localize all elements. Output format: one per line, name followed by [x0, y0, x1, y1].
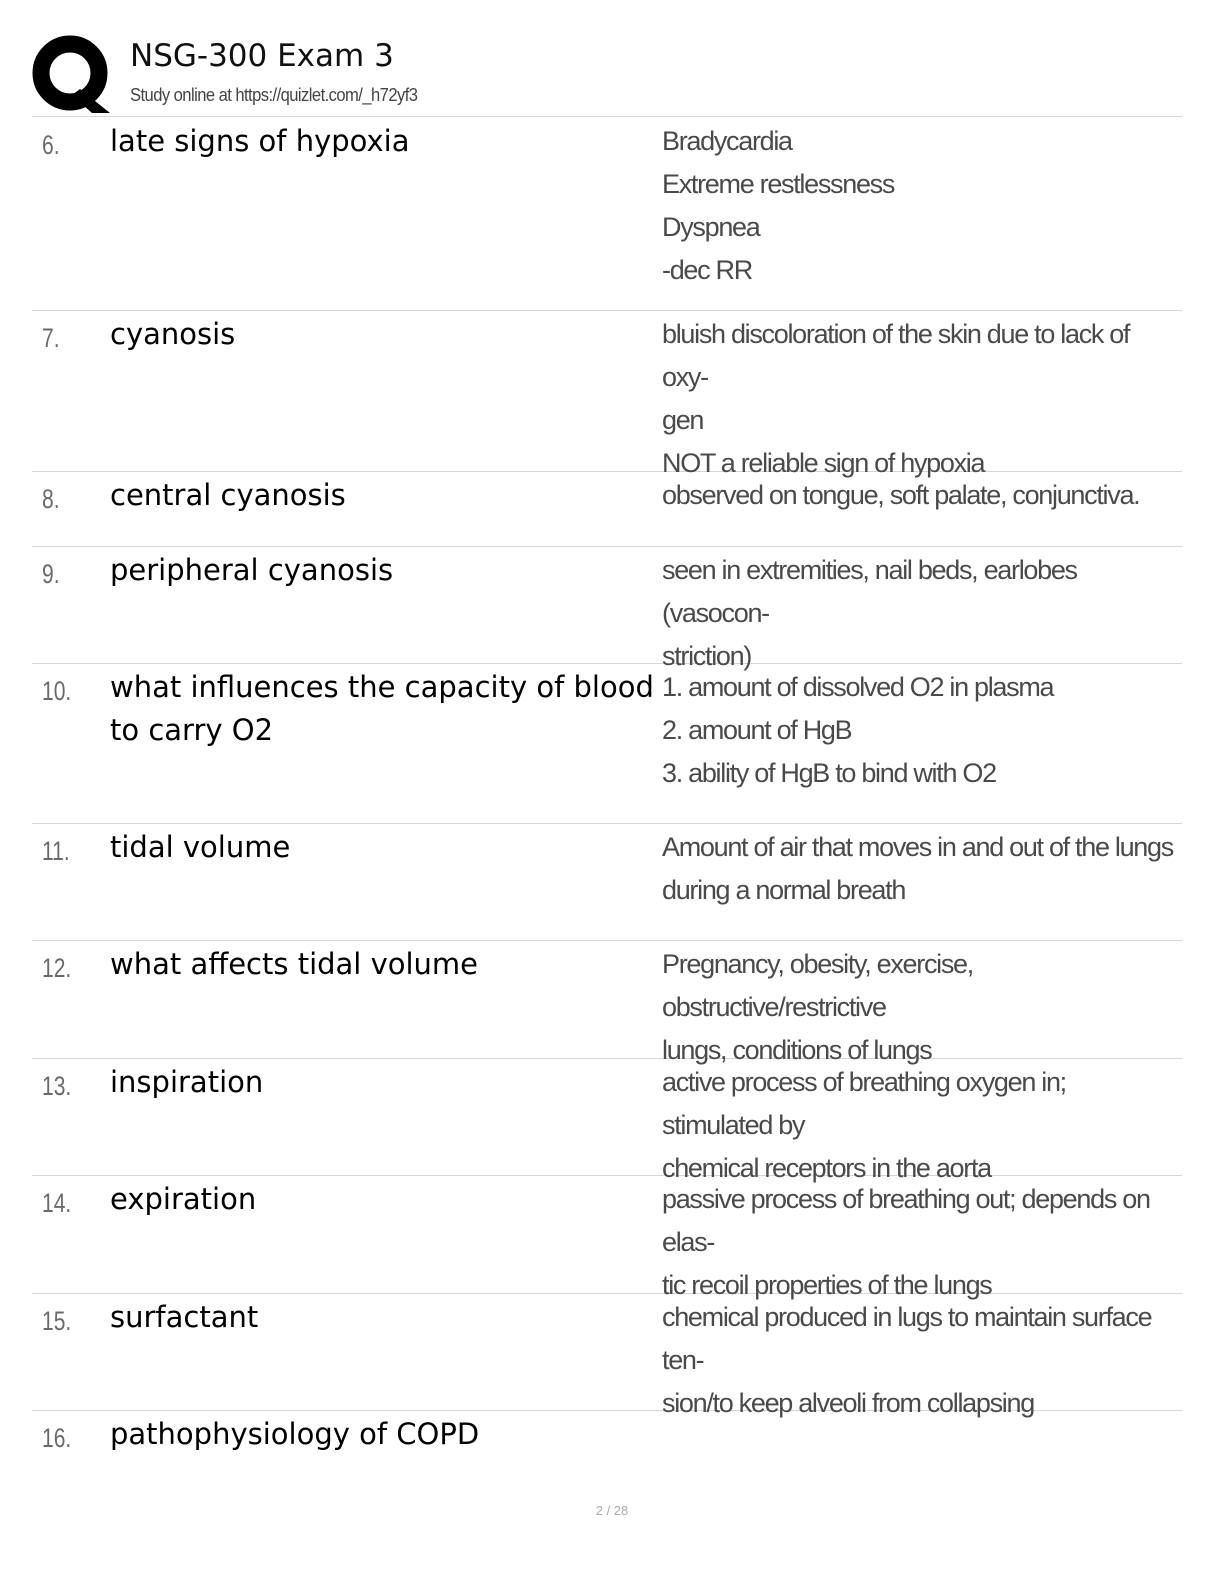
flashcard-row	[32, 472, 1182, 547]
card-term: late signs of hypoxia	[110, 124, 410, 158]
card-term: surfactant	[110, 1300, 259, 1334]
card-definition: chemical produced in lugs to maintain surface ten- sion/to keep alveoli from collapsing	[662, 1302, 1152, 1418]
quizlet-logo-icon	[32, 35, 112, 115]
card-term: what affects tidal volume	[110, 947, 479, 981]
card-number: 7.	[42, 323, 60, 353]
card-definition: passive process of breathing out; depends on elas- tic recoil properties of the lungs	[662, 1184, 1150, 1300]
card-term: inspiration	[110, 1065, 264, 1099]
card-number: 10.	[42, 676, 72, 706]
document-title: NSG-300 Exam 3	[130, 38, 394, 74]
card-definition: Bradycardia Extreme restlessness Dyspnea -dec RR	[662, 126, 895, 285]
card-number: 6.	[42, 130, 60, 160]
card-term: pathophysiology of COPD	[110, 1417, 480, 1451]
card-number: 11.	[42, 836, 70, 866]
flashcard-row	[32, 941, 1182, 1065]
header-divider	[32, 116, 1182, 117]
card-number: 12.	[42, 953, 72, 983]
card-term: cyanosis	[110, 317, 236, 351]
card-definition: bluish discoloration of the skin due to lack of oxy- gen NOT a reliable sign of hypoxia	[662, 319, 1130, 478]
flashcard-row	[32, 118, 1182, 311]
card-number: 16.	[42, 1423, 72, 1453]
flashcard-row	[32, 664, 1182, 824]
flashcard-list	[32, 118, 1182, 1481]
card-definition: seen in extremities, nail beds, earlobes (vasocon- striction)	[662, 555, 1077, 671]
card-term: tidal volume	[110, 830, 291, 864]
card-number: 14.	[42, 1188, 72, 1218]
card-definition: observed on tongue, soft palate, conjunctiva.	[662, 480, 1140, 510]
flashcard-row	[32, 1059, 1182, 1183]
card-term: peripheral cyanosis	[110, 553, 394, 587]
card-number: 9.	[42, 559, 60, 589]
card-definition: Pregnancy, obesity, exercise, obstructive/restrictive lungs, conditions of lungs	[662, 949, 973, 1065]
page-header	[32, 32, 1182, 116]
card-term: central cyanosis	[110, 478, 346, 512]
card-definition: Amount of air that moves in and out of the lungs during a normal breath	[662, 832, 1173, 905]
study-online-link[interactable]: Study online at https://quizlet.com/_h72yf3	[130, 85, 418, 105]
card-number: 13.	[42, 1071, 72, 1101]
card-term: what influences the capacity of blood to carry O2	[110, 670, 654, 747]
flashcard-row	[32, 824, 1182, 941]
card-term: expiration	[110, 1182, 257, 1216]
flashcard-row	[32, 311, 1182, 478]
flashcard-row	[32, 1411, 1182, 1481]
card-definition: 1. amount of dissolved O2 in plasma 2. amount of HgB 3. ability of HgB to bind with O2	[662, 672, 1054, 788]
card-number: 8.	[42, 484, 60, 514]
page-number: 2 / 28	[595, 1503, 629, 1518]
flashcard-row	[32, 547, 1182, 671]
card-number: 15.	[42, 1306, 72, 1336]
flashcard-row	[32, 1176, 1182, 1300]
card-definition: active process of breathing oxygen in; stimulated by chemical receptors in the aorta	[662, 1067, 1066, 1183]
flashcard-row	[32, 1294, 1182, 1418]
